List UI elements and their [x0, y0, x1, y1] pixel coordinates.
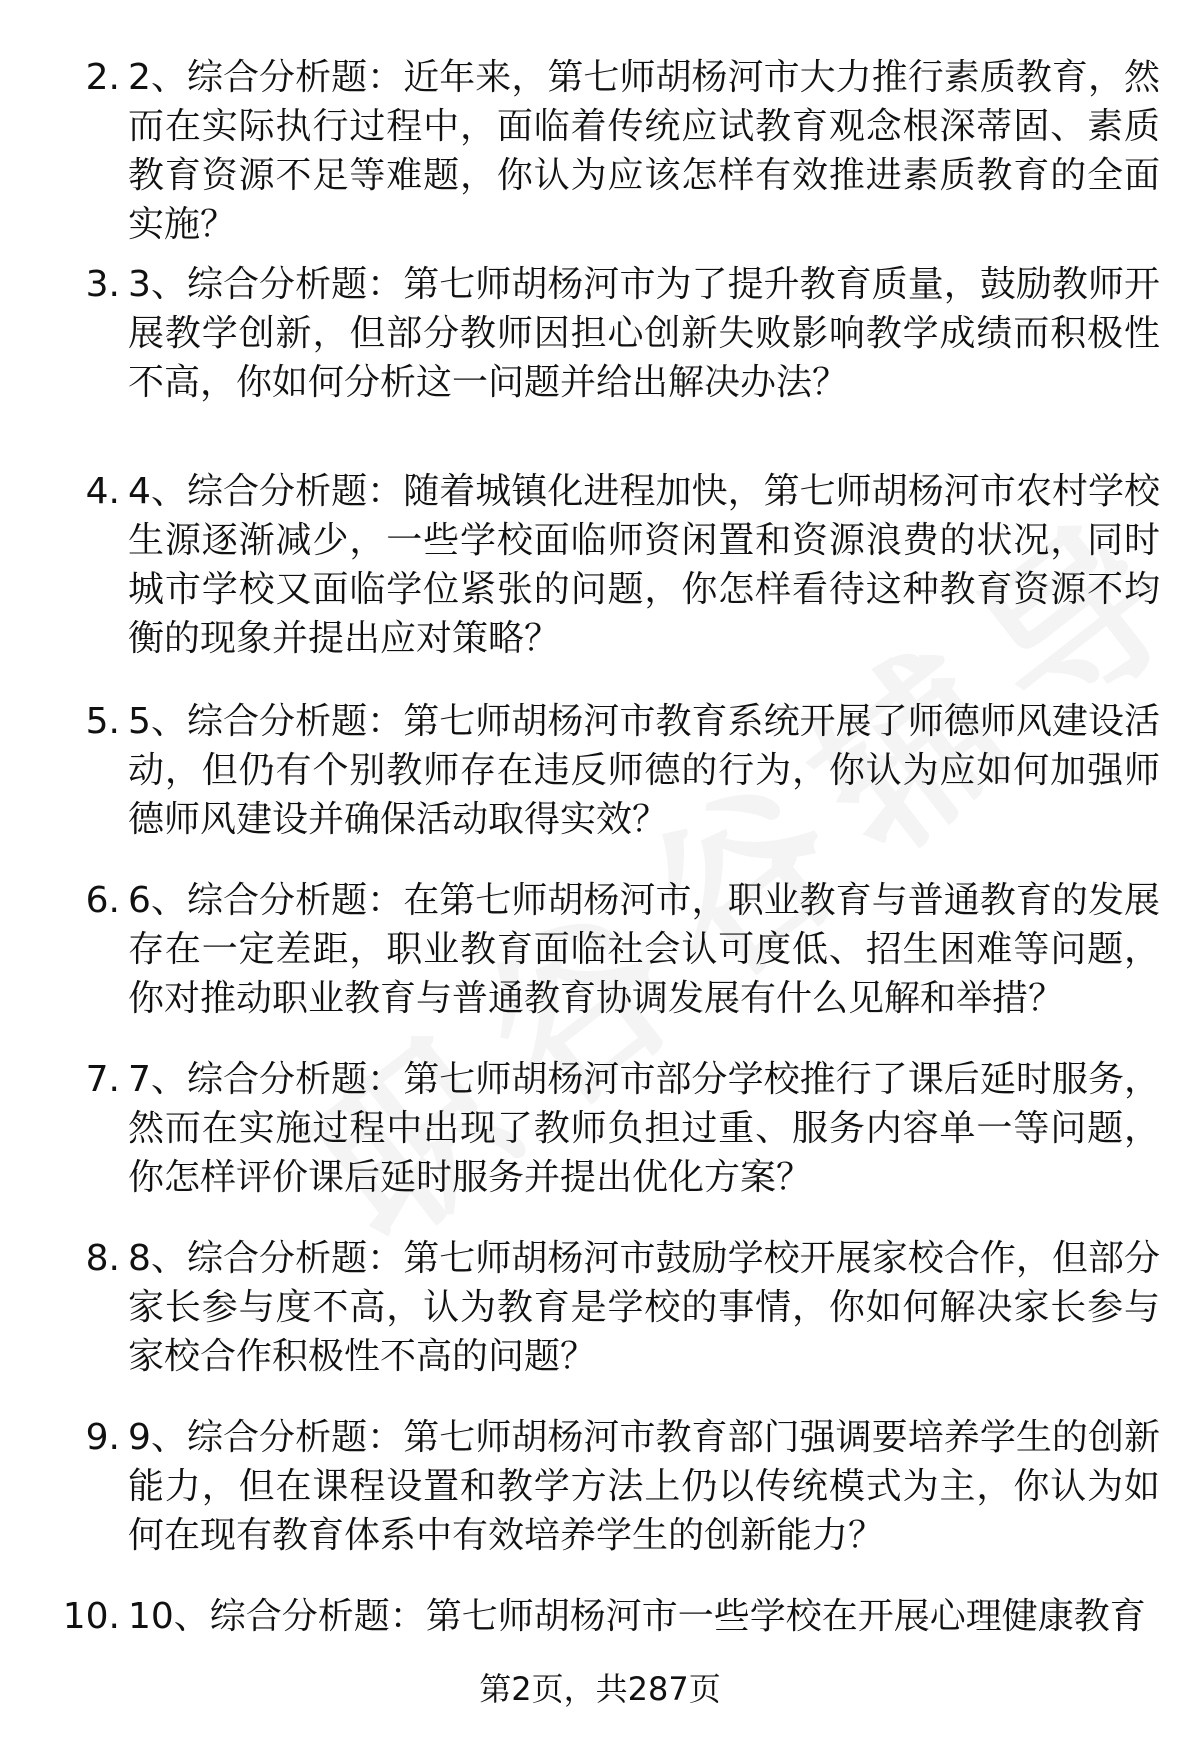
question-number: 5.	[85, 701, 120, 742]
question-text: 5、综合分析题：第七师胡杨河市教育系统开展了师德师风建设活动，但仍有个别教师存在违反师德的行为，你认为应如何加强师德师风建设并确保活动取得实效？	[128, 701, 1160, 840]
question-item	[0, 467, 1200, 663]
page-number: 第2页，共287页	[479, 1670, 721, 1708]
question-number: 4.	[85, 471, 120, 512]
question-number: 6.	[85, 880, 120, 921]
question-text: 10、综合分析题：第七师胡杨河市一些学校在开展心理健康教育	[128, 1596, 1146, 1637]
question-text: 8、综合分析题：第七师胡杨河市鼓励学校开展家校合作，但部分家长参与度不高，认为教育是学校的事情，你如何解决家长参与家校合作积极性不高的问题？	[128, 1238, 1160, 1377]
question-item	[0, 876, 1200, 1023]
question-item	[0, 697, 1200, 844]
question-number: 2.	[85, 57, 120, 98]
question-item	[0, 1234, 1200, 1381]
question-number: 9.	[85, 1417, 120, 1458]
question-item	[0, 1592, 1200, 1641]
question-text: 4、综合分析题：随着城镇化进程加快，第七师胡杨河市农村学校生源逐渐减少，一些学校面临师资闲置和资源浪费的状况，同时城市学校又面临学位紧张的问题，你怎样看待这种教育资源不均衡的现象并提出应对策略？	[128, 471, 1160, 659]
question-item	[0, 1413, 1200, 1560]
question-text: 2、综合分析题：近年来，第七师胡杨河市大力推行素质教育，然而在实际执行过程中，面临着传统应试教育观念根深蒂固、素质教育资源不足等难题，你认为应该怎样有效推进素质教育的全面实施？	[128, 57, 1160, 245]
question-number: 8.	[85, 1238, 120, 1279]
question-text: 6、综合分析题：在第七师胡杨河市，职业教育与普通教育的发展存在一定差距，职业教育面临社会认可度低、招生困难等问题，你对推动职业教育与普通教育协调发展有什么见解和举措？	[128, 880, 1160, 1019]
question-text: 7、综合分析题：第七师胡杨河市部分学校推行了课后延时服务，然而在实施过程中出现了教师负担过重、服务内容单一等问题，你怎样评价课后延时服务并提出优化方案？	[128, 1059, 1160, 1198]
question-text: 9、综合分析题：第七师胡杨河市教育部门强调要培养学生的创新能力，但在课程设置和教学方法上仍以传统模式为主，你认为如何在现有教育体系中有效培养学生的创新能力？	[128, 1417, 1160, 1556]
question-number: 10.	[62, 1596, 120, 1637]
question-number: 7.	[85, 1059, 120, 1100]
question-item	[0, 260, 1200, 407]
question-item	[0, 1055, 1200, 1202]
question-item	[0, 53, 1200, 249]
question-number: 3.	[85, 264, 120, 305]
question-text: 3、综合分析题：第七师胡杨河市为了提升教育质量，鼓励教师开展教学创新，但部分教师因担心创新失败影响教学成绩而积极性不高，你如何分析这一问题并给出解决办法？	[128, 264, 1160, 403]
